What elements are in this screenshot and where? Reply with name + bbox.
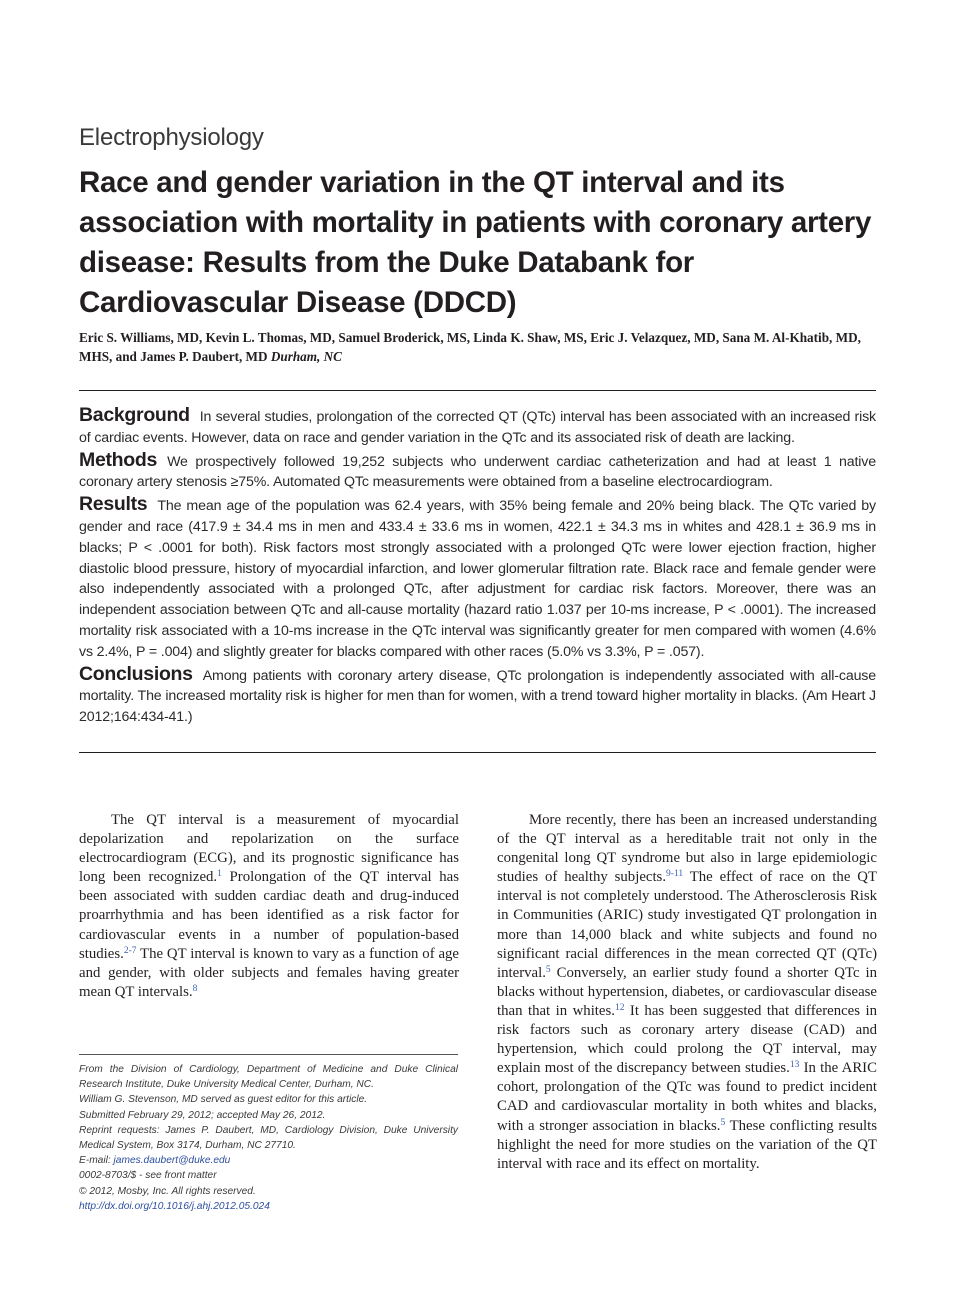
citation-link[interactable]: 9-11 [666, 869, 684, 880]
paragraph-text: Conversely, an earlier study found a shorter QTc in blacks without hypertension, diabetes, or cardiovascular disease than that in whites. [497, 964, 877, 1019]
citation-link[interactable]: 13 [789, 1060, 800, 1071]
abstract [79, 405, 876, 729]
reprint-requests: Reprint requests: James P. Daubert, MD, Cardiology Division, Duke University Medical System, Box 3174, Durham, NC 27710. [79, 1124, 458, 1152]
footnotes [79, 1062, 458, 1214]
author-location: Durham, NC [270, 349, 342, 364]
paragraph-text: It has been suggested that differences in risk factors such as coronary artery disease (CAD) and hypertension, which could prolong the QT interval, may explain most of the discrepancy between studies. [497, 1002, 877, 1077]
citation-link[interactable]: 1 [217, 869, 222, 880]
doi-link[interactable]: http://dx.doi.org/10.1016/j.ahj.2012.05.024 [79, 1200, 270, 1212]
citation-link[interactable]: 5 [720, 1117, 726, 1128]
conclusions-heading: Conclusions [79, 662, 193, 685]
issn-note: 0002-8703/$ - see front matter [79, 1170, 217, 1182]
author-list [79, 328, 879, 366]
conclusions-text: Among patients with coronary artery disease, QTc prolongation is independently associated with all-cause mortality. The increased mortality risk is higher for men than for women, with a trend toward higher mortality in blacks. (Am Heart J 2012;164:434-41.) [79, 667, 876, 726]
article-title: Race and gender variation in the QT interval and its association with mortality in patients with coronary artery disease: Results from the Duke Databank for Cardiovascular Disease (DDCD) [79, 166, 872, 319]
body-column-right [497, 811, 877, 1174]
authors: Eric S. Williams, MD, Kevin L. Thomas, MD, Samuel Broderick, MS, Linda K. Shaw, MS, Eric J. Velazquez, MD, Sana M. Al-Khatib, MD, MHS, and James P. Daubert, MD [79, 330, 861, 364]
abstract-conclusions [79, 664, 876, 728]
copyright-note: © 2012, Mosby, Inc. All rights reserved. [79, 1185, 256, 1197]
paragraph-text: The effect of race on the QT interval is not completely understood. The Atherosclerosis Risk in Communities (ARIC) study investigated QT prolongation in more than 14,000 black and white subjects and found no significant racial differences in the mean corrected QT (QTc) interval. [497, 869, 878, 981]
abstract-background [79, 405, 876, 449]
citation-link[interactable]: 8 [192, 983, 198, 994]
submission-dates: Submitted February 29, 2012; accepted May 26, 2012. [79, 1109, 326, 1121]
background-text: In several studies, prolongation of the corrected QT (QTc) interval has been associated with an increased risk of cardiac events. However, data on race and gender variation in the QTc and its associated risk of death are lacking. [79, 409, 876, 446]
abstract-top-divider [79, 390, 876, 391]
section-label: Electrophysiology [79, 124, 264, 151]
paragraph-text: More recently, there has been an increased understanding of the QT interval as a hereditable trait not only in the congenital long QT syndrome but also in large epidemiologic studies of healthy subjects. [497, 812, 877, 886]
paragraph-text: Prolongation of the QT interval has been associated with sudden cardiac death and drug-induced proarrhythmia and has been identified as a risk factor for cardiovascular events in a number of population-based studies. [79, 869, 459, 962]
abstract-methods [79, 450, 876, 494]
affiliation-note: From the Division of Cardiology, Department of Medicine and Duke Clinical Research Institute, Duke University Medical Center, Durham, NC. [79, 1064, 458, 1091]
citation-link[interactable]: 2-7 [123, 945, 137, 956]
footnote-divider [79, 1054, 458, 1055]
intro-paragraph-2 [497, 811, 877, 1174]
intro-paragraph-1 [79, 811, 459, 1002]
background-heading: Background [79, 404, 190, 426]
paragraph-text: The QT interval is known to vary as a function of age and gender, with older subjects and females having greater mean QT intervals. [79, 945, 459, 1000]
results-heading: Results [79, 493, 148, 516]
methods-text: We prospectively followed 19,252 subjects who underwent cardiac catheterization and had at least 1 native coronary artery stenosis ≥75%. Automated QTc measurements were obtained from a baseline electrocardiogram. [79, 453, 876, 491]
results-text: The mean age of the population was 62.4 years, with 35% being female and 20% being black. The QTc varied by gender and race (417.9 ± 34.4 ms in men and 433.4 ± 33.6 ms in women, 422.1 ± 34.3 ms in whites and 428.1 ± 36.9 ms in blacks; P < .0001 for both). Risk factors most strongly associated with a prolonged QTc were lower ejection fraction, higher diastolic blood pressure, history of myocardial infarction, and lower glomerular filtration rate. Black race and female gender were also independently associated with a prolonged QTc, after adjustment for cardiac risk factors. Moreover, there was an independent association between QTc and all-cause mortality (hazard ratio 1.037 per 10-ms increase, P < .0001). The increased mortality risk associated with a 10-ms increase in the QTc interval was significantly greater for men compared with women (4.6% vs 2.4%, P = .004) and slightly greater for blacks compared with other races (5.0% vs 3.3%, P = .057). [79, 498, 876, 660]
methods-heading: Methods [79, 448, 158, 471]
abstract-bottom-divider [79, 752, 876, 753]
citation-link[interactable]: 12 [614, 1002, 625, 1013]
email-line [79, 1153, 458, 1168]
email-label: E-mail: [79, 1155, 114, 1167]
guest-editor-note: William G. Stevenson, MD served as guest editor for this article. [79, 1094, 368, 1106]
citation-link[interactable]: 5 [545, 964, 551, 975]
body-column-left [79, 811, 459, 1002]
email-link[interactable]: james.daubert@duke.edu [113, 1155, 231, 1167]
paragraph-text: The QT interval is a measurement of myocardial depolarization and repolarization on the surface electrocardiogram (ECG), and its prognostic significance has long been recognized. [79, 812, 459, 886]
paragraph-text: These conflicting results highlight the need for more studies on the variation of the QT interval with race and its effect on mortality. [497, 1117, 877, 1172]
paragraph-text: In the ARIC cohort, prolongation of the QTc was found to predict incident CAD and cardiovascular mortality in both whites and blacks, with a stronger association in blacks. [497, 1060, 877, 1134]
abstract-results [79, 494, 876, 662]
